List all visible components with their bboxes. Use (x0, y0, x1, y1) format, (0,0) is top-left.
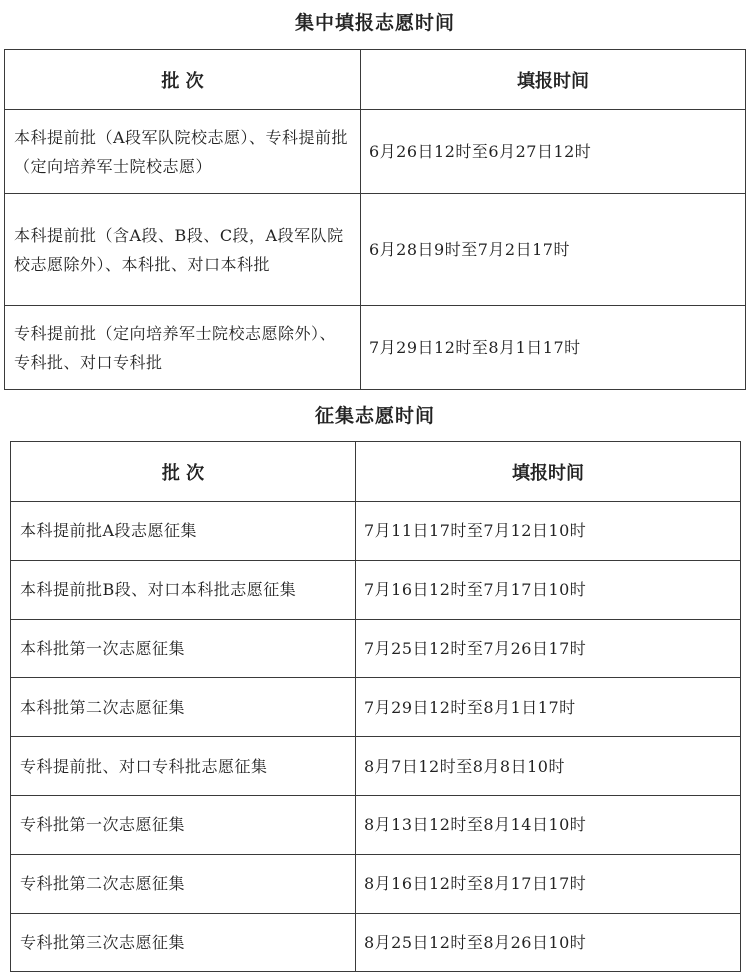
solicitation-filling-title: 征集志愿时间 (314, 405, 435, 427)
table-row (5, 110, 746, 194)
table-row (11, 502, 741, 561)
time-cell: 6月28日9时至7月2日17时 (361, 194, 746, 306)
time-cell: 8月25日12时至8月26日10时 (356, 913, 741, 972)
time-column-header: 填报时间 (356, 442, 741, 502)
batch-cell: 本科提前批（含A段、B段、C段，A段军队院校志愿除外）、本科批、对口本科批 (5, 194, 361, 306)
time-cell: 8月16日12时至8月17日17时 (356, 854, 741, 913)
batch-column-header: 批 次 (11, 442, 356, 502)
time-cell: 7月29日12时至8月1日17时 (361, 306, 746, 390)
table-row (5, 194, 746, 306)
table-row (11, 619, 741, 678)
time-cell: 8月7日12时至8月8日10时 (356, 737, 741, 796)
batch-cell: 本科批第一次志愿征集 (11, 619, 356, 678)
table-row (11, 737, 741, 796)
time-cell: 7月11日17时至7月12日10时 (356, 502, 741, 561)
batch-cell: 专科批第一次志愿征集 (11, 795, 356, 854)
batch-column-header: 批 次 (5, 50, 361, 110)
time-cell: 8月13日12时至8月14日10时 (356, 795, 741, 854)
batch-cell: 本科提前批B段、对口本科批志愿征集 (11, 560, 356, 619)
batch-cell: 专科批第二次志愿征集 (11, 854, 356, 913)
batch-cell: 本科提前批A段志愿征集 (11, 502, 356, 561)
centralized-filling-table (4, 49, 746, 390)
centralized-filling-title: 集中填报志愿时间 (294, 12, 455, 34)
time-cell: 6月26日12时至6月27日12时 (361, 110, 746, 194)
batch-cell: 专科提前批、对口专科批志愿征集 (11, 737, 356, 796)
table-row (11, 678, 741, 737)
table-header-row (11, 442, 741, 502)
time-cell: 7月29日12时至8月1日17时 (356, 678, 741, 737)
batch-cell: 本科批第二次志愿征集 (11, 678, 356, 737)
table-row (11, 795, 741, 854)
batch-cell: 专科批第三次志愿征集 (11, 913, 356, 972)
batch-cell: 专科提前批（定向培养军士院校志愿除外）、专科批、对口专科批 (5, 306, 361, 390)
table-row (11, 560, 741, 619)
table-row (11, 854, 741, 913)
time-column-header: 填报时间 (361, 50, 746, 110)
solicitation-filling-table (10, 441, 741, 972)
batch-cell: 本科提前批（A段军队院校志愿）、专科提前批（定向培养军士院校志愿） (5, 110, 361, 194)
table-header-row (5, 50, 746, 110)
table-row (5, 306, 746, 390)
time-cell: 7月25日12时至7月26日17时 (356, 619, 741, 678)
time-cell: 7月16日12时至7月17日10时 (356, 560, 741, 619)
table-row (11, 913, 741, 972)
